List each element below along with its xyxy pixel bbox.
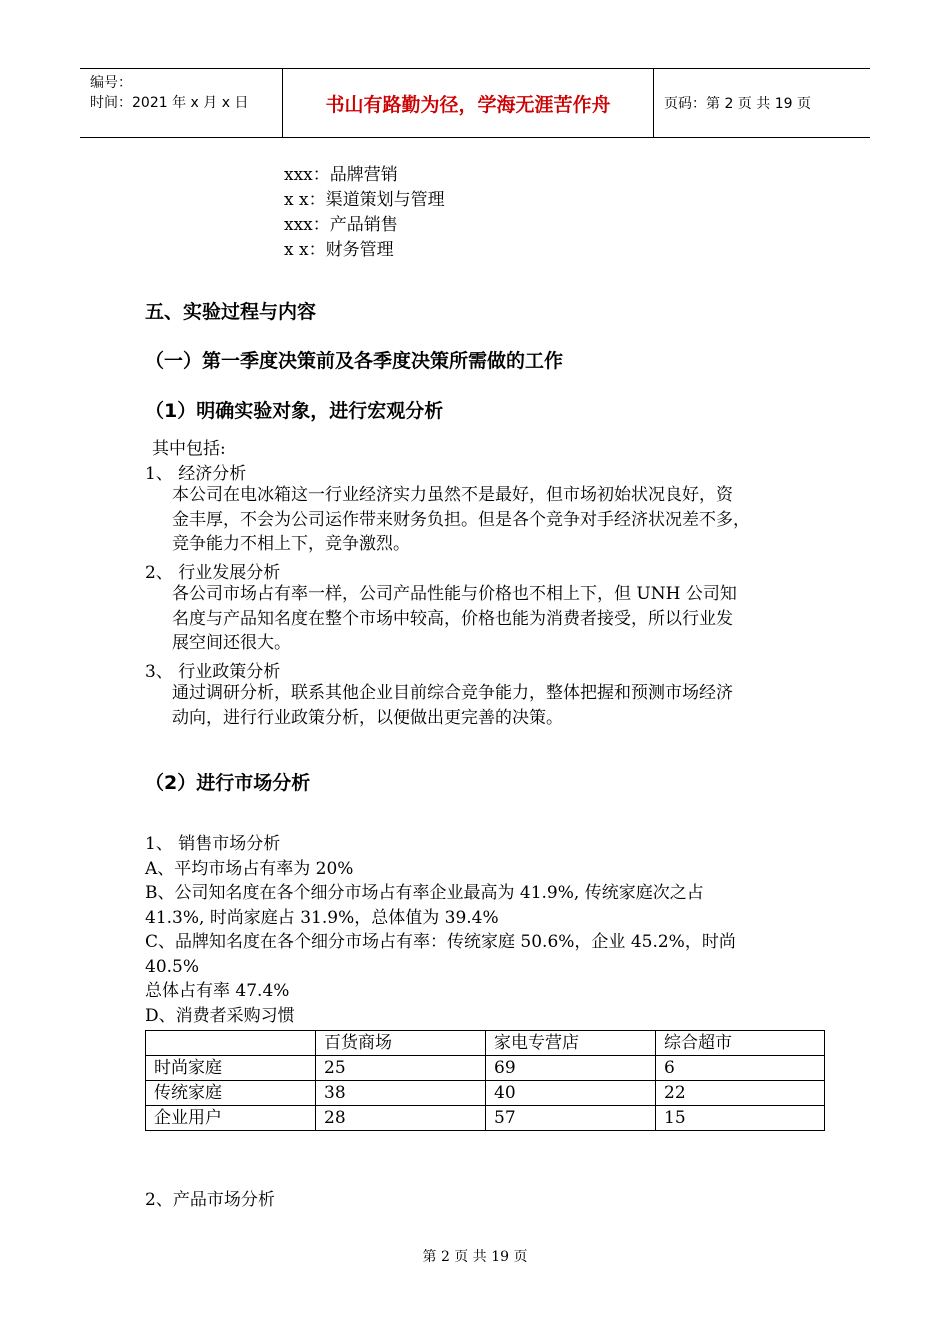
role-line: xxx：产品销售: [284, 215, 398, 235]
text-line: C、品牌知名度在各个细分市场占有率：传统家庭 50.6%，企业 45.2%，时尚: [145, 932, 736, 952]
table-cell: 28: [316, 1106, 486, 1131]
role-line: x x：渠道策划与管理: [284, 190, 445, 210]
paragraph-line: 展空间还很大。: [172, 633, 291, 653]
paragraph-line: 竞争能力不相上下，竞争激烈。: [172, 534, 410, 554]
table-row: [146, 1056, 825, 1081]
role-line: xxx：品牌营销: [284, 165, 398, 185]
table-cell: 企业用户: [146, 1106, 316, 1131]
table-row: [146, 1106, 825, 1131]
table-cell: 22: [656, 1081, 825, 1106]
table-cell: 69: [486, 1056, 656, 1081]
table-row: [146, 1081, 825, 1106]
section-heading: 五、实验过程与内容: [145, 301, 317, 323]
text-line: 1、 销售市场分析: [145, 834, 281, 854]
item-heading: （2）进行市场分析: [145, 772, 311, 794]
purchase-habits-table: [145, 1030, 825, 1131]
paragraph-line: 本公司在电冰箱这一行业经济实力虽然不是最好，但市场初始状况良好，资: [172, 485, 733, 505]
text-line: 总体占有率 47.4%: [145, 981, 290, 1001]
analysis-heading: 1、 经济分析: [145, 464, 247, 484]
paragraph-line: 各公司市场占有率一样，公司产品性能与价格也不相上下，但 UNH 公司知: [172, 584, 737, 604]
table-cell: 时尚家庭: [146, 1056, 316, 1081]
table-header-cell: 综合超市: [656, 1031, 825, 1056]
paragraph-line: 通过调研分析，联系其他企业目前综合竞争能力，整体把握和预测市场经济: [172, 683, 733, 703]
text-line: D、消费者采购习惯: [145, 1005, 295, 1026]
header-motto: 书山有路勤为径，学海无涯苦作舟: [282, 69, 654, 137]
text-line: 40.5%: [145, 956, 200, 977]
table-cell: 6: [656, 1056, 825, 1081]
table-cell: [146, 1031, 316, 1056]
text-line: B、公司知名度在各个细分市场占有率企业最高为 41.9%, 传统家庭次之占: [145, 883, 704, 903]
number-label: 编号：: [90, 75, 132, 91]
paragraph-line: 名度与产品知名度在整个市场中较高，价格也能为消费者接受，所以行业发: [172, 608, 733, 629]
text-line: 41.3%, 时尚家庭占 31.9%，总体值为 39.4%: [145, 907, 499, 928]
text-line: A、平均市场占有率为 20%: [145, 858, 354, 879]
table-cell: 传统家庭: [146, 1081, 316, 1106]
item-heading: （1）明确实验对象，进行宏观分析: [145, 400, 444, 422]
paragraph-line: 金丰厚，不会为公司运作带来财务负担。但是各个竞争对手经济状况差不多，: [172, 509, 750, 530]
table-cell: 38: [316, 1081, 486, 1106]
table-cell: 40: [486, 1081, 656, 1106]
table-header-cell: 百货商场: [316, 1031, 486, 1056]
table-header-row: [146, 1031, 825, 1056]
table-cell: 57: [486, 1106, 656, 1131]
product-market-heading: 2、产品市场分析: [145, 1190, 275, 1210]
paragraph-line: 动向，进行行业政策分析，以便做出更完善的决策。: [172, 707, 563, 728]
header-meta: [80, 69, 282, 137]
market-analysis-text: [145, 832, 825, 1028]
analysis-paragraph: [172, 483, 822, 557]
subsection-heading: （一）第一季度决策前及各季度决策所需做的工作: [145, 350, 564, 372]
page-footer: 第 2 页 共 19 页: [422, 1249, 528, 1265]
header-page-number: 页码：第 2 页 共 19 页: [664, 96, 811, 112]
analysis-paragraph: [172, 681, 822, 730]
analysis-heading: 3、 行业政策分析: [145, 662, 281, 682]
includes-label: 其中包括:: [152, 439, 226, 459]
table-cell: 15: [656, 1106, 825, 1131]
table-header-cell: 家电专营店: [486, 1031, 656, 1056]
time-label: 时间：2021 年 x 月 x 日: [90, 95, 249, 111]
analysis-paragraph: [172, 582, 822, 656]
analysis-heading: 2、 行业发展分析: [145, 563, 281, 583]
table-cell: 25: [316, 1056, 486, 1081]
page-header: [80, 68, 870, 138]
role-line: x x：财务管理: [284, 240, 394, 260]
